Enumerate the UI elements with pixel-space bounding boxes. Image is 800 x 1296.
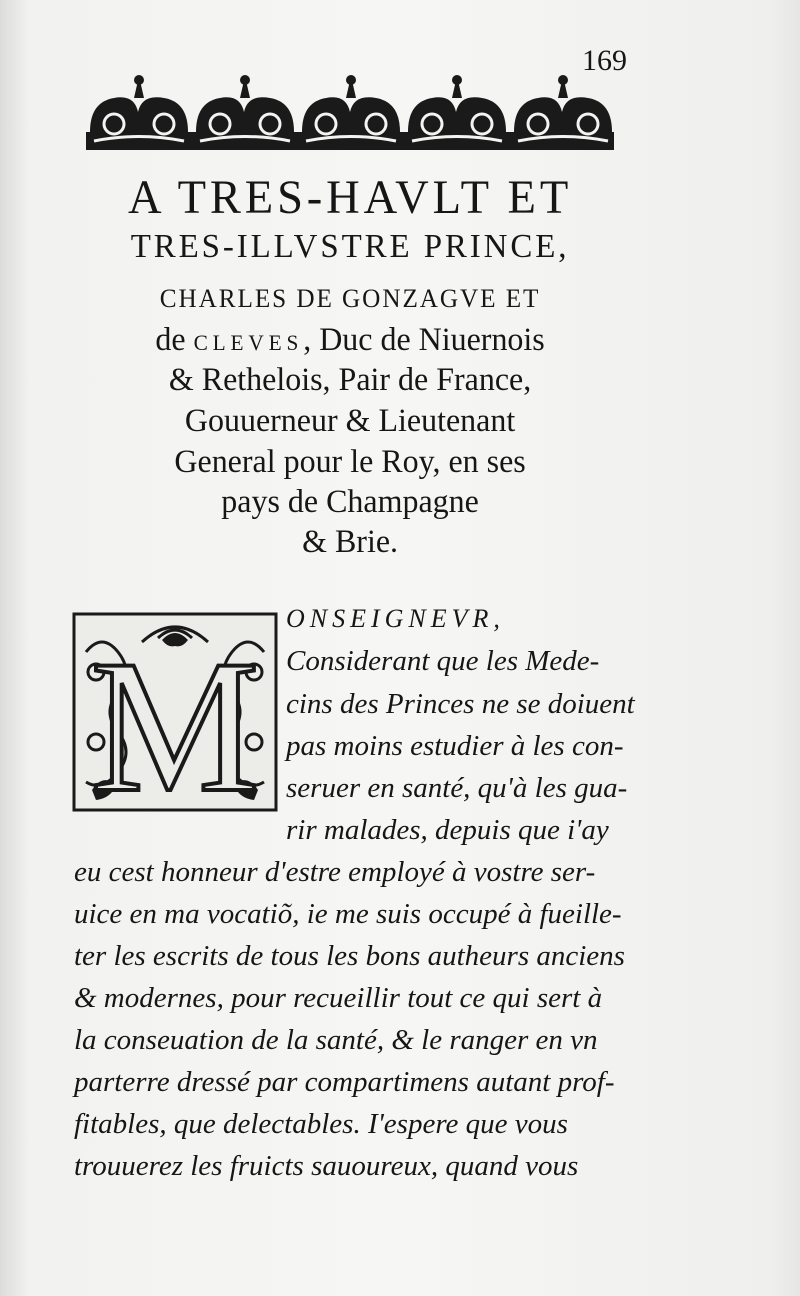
body-line: ter les escrits de tous les bons autheurs anciens (74, 940, 625, 972)
body-line: parterre dressé par compartimens autant prof- (74, 1066, 615, 1098)
body-line: Considerant que les Mede- (286, 645, 600, 677)
page-number: 169 (582, 44, 627, 77)
body-line: la conseuation de la santé, & le ranger en vn (74, 1024, 598, 1056)
dedication-line-4: General pour le Roy, en ses (174, 444, 526, 480)
body-line: & modernes, pour recueillir tout ce qui sert à (74, 982, 603, 1014)
dedication-line-2: & Rethelois, Pair de France, (168, 362, 532, 398)
dedication-line-3: Gouuerneur & Lieutenant (184, 403, 516, 439)
heading-line-1: A TRES-HAVLT ET (128, 171, 573, 224)
body-line: trouuerez les fruicts sauoureux, quand vous (74, 1150, 579, 1182)
body-line: fitables, que delectables. I'espere que vous (74, 1108, 568, 1140)
dedication-line-6: & Brie. (302, 524, 399, 560)
floral-headpiece-ornament-icon (84, 72, 616, 154)
dedication-line-1-rest: , Duc de Niuernois (303, 322, 545, 358)
body-line: cins des Princes ne se doiuent (286, 688, 635, 720)
dedication-line-1-prefix: de (155, 322, 186, 358)
decorated-initial-letter: M (90, 622, 260, 812)
body-line: uice en ma vocatiõ, ie me suis occupé à fueille- (74, 898, 622, 930)
body-line: rir malades, depuis que i'ay (286, 814, 609, 846)
body-line: pas moins estudier à les con- (286, 730, 624, 762)
heading-line-2: TRES-ILLVSTRE PRINCE, (130, 228, 570, 265)
body-line: eu cest honneur d'estre employé à vostre ser- (74, 856, 596, 888)
body-line: seruer en santé, qu'à les gua- (286, 772, 628, 804)
dedication-line-1 (40, 322, 660, 359)
heading-line-3: CHARLES DE GONZAGVE ET (159, 284, 541, 313)
dedication-line-5: pays de Champagne (221, 484, 479, 520)
decorated-initial-m-icon (72, 612, 278, 812)
salutation: ONSEIGNEVR, (286, 604, 505, 633)
dedication-line-1-caps: CLEVES (193, 330, 304, 355)
